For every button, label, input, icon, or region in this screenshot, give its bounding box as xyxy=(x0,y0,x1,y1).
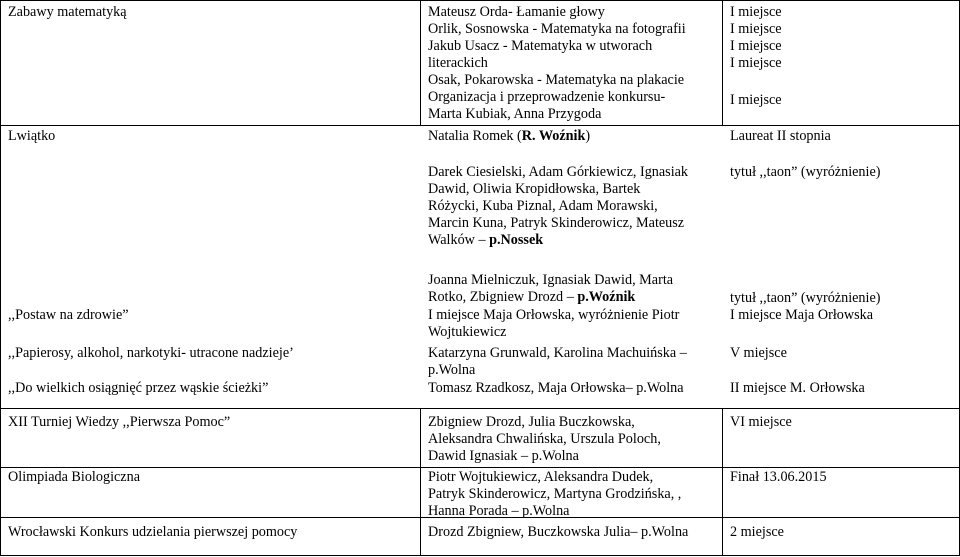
cell-participants: Zbigniew Drozd, Julia Buczkowska, xyxy=(428,414,635,430)
cell-participants xyxy=(428,232,543,249)
cell-participants: Dawid Ignasiak – p.Wolna xyxy=(428,448,579,464)
cell-participants: Różycki, Kuba Piznal, Adam Morawski, xyxy=(428,198,658,214)
table-border-left xyxy=(0,0,1,556)
cell-participants: Katarzyna Grunwald, Karolina Machuińska – xyxy=(428,345,687,361)
cell-participants: Hanna Porada – p.Wolna xyxy=(428,503,570,519)
cell-participants: Drozd Zbigniew, Buczkowska Julia– p.Wolna xyxy=(428,524,689,540)
cell-participants: Aleksandra Chwalińska, Urszula Poloch, xyxy=(428,431,661,447)
table-border-bottom xyxy=(0,555,960,556)
teacher-name: R. Woźnik xyxy=(521,128,586,144)
cell-event-name: Lwiątko xyxy=(8,128,56,144)
participants-text: ) xyxy=(585,128,591,144)
cell-participants xyxy=(428,128,590,145)
cell-result: Laureat II stopnia xyxy=(730,128,831,144)
cell-event-name: ,,Postaw na zdrowie” xyxy=(8,307,129,323)
table-border-top xyxy=(0,0,960,1)
cell-participants: Orlik, Sosnowska - Matematyka na fotografii xyxy=(428,21,686,37)
cell-event-name: ,,Do wielkich osiągnięć przez wąskie ścieżki” xyxy=(8,380,269,396)
row-divider xyxy=(0,467,960,468)
cell-participants: p.Wolna xyxy=(428,362,476,378)
cell-result: I miejsce Maja Orłowska xyxy=(730,307,874,323)
cell-participants: Darek Ciesielski, Adam Górkiewicz, Ignasiak xyxy=(428,164,689,180)
cell-participants: literackich xyxy=(428,55,488,71)
cell-event-name: Wrocławski Konkurs udzielania pierwszej pomocy xyxy=(8,524,298,540)
cell-participants: Jakub Usacz - Matematyka w utworach xyxy=(428,38,653,54)
cell-result: 2 miejsce xyxy=(730,524,784,540)
teacher-name: p.Woźnik xyxy=(577,289,636,305)
column-divider xyxy=(420,408,421,556)
column-divider xyxy=(420,0,421,125)
cell-participants: Tomasz Rzadkosz, Maja Orłowska– p.Wolna xyxy=(428,380,684,396)
cell-result: tytuł ,,taon” (wyróżnienie) xyxy=(730,290,881,306)
cell-result: I miejsce xyxy=(730,21,782,37)
cell-result: Finał 13.06.2015 xyxy=(730,469,827,485)
cell-result: VI miejsce xyxy=(730,414,792,430)
cell-event-name: ,,Papierosy, alkohol, narkotyki- utracone nadzieje’ xyxy=(8,345,294,361)
cell-result: I miejsce xyxy=(730,4,782,20)
column-divider xyxy=(722,0,723,125)
cell-result: tytuł ,,taon” (wyróżnienie) xyxy=(730,164,881,180)
participants-text: Rotko, Zbigniew Drozd – xyxy=(428,289,574,305)
cell-participants: Piotr Wojtukiewicz, Aleksandra Dudek, xyxy=(428,469,654,485)
cell-participants: Dawid, Oliwia Kropidłowska, Bartek xyxy=(428,181,641,197)
cell-participants: Osak, Pokarowska - Matematyka na plakacie xyxy=(428,72,685,88)
cell-participants xyxy=(428,289,635,306)
cell-participants: Marcin Kuna, Patryk Skinderowicz, Mateusz xyxy=(428,215,685,231)
cell-participants: Mateusz Orda- Łamanie głowy xyxy=(428,4,605,20)
cell-result: I miejsce xyxy=(730,55,782,71)
cell-result: V miejsce xyxy=(730,345,787,361)
row-divider xyxy=(0,408,960,409)
cell-event-name: XII Turniej Wiedzy ,,Pierwsza Pomoc” xyxy=(8,414,231,430)
teacher-name: p.Nossek xyxy=(489,232,544,248)
column-divider xyxy=(722,408,723,556)
cell-participants: Joanna Mielniczuk, Ignasiak Dawid, Marta xyxy=(428,272,674,288)
cell-result: I miejsce xyxy=(730,92,782,108)
cell-result: I miejsce xyxy=(730,38,782,54)
participants-text: Natalia Romek ( xyxy=(428,128,522,144)
row-divider xyxy=(0,125,960,126)
cell-participants: Marta Kubiak, Anna Przygoda xyxy=(428,106,602,122)
participants-text: Walków – xyxy=(428,232,486,248)
cell-participants: Patryk Skinderowicz, Martyna Grodzińska, , xyxy=(428,486,682,502)
cell-result: II miejsce M. Orłowska xyxy=(730,380,865,396)
cell-participants: Wojtukiewicz xyxy=(428,324,507,340)
cell-event-name: Zabawy matematyką xyxy=(8,4,127,20)
cell-event-name: Olimpiada Biologiczna xyxy=(8,469,140,485)
cell-participants: Organizacja i przeprowadzenie konkursu- xyxy=(428,89,666,105)
cell-participants: I miejsce Maja Orłowska, wyróżnienie Piotr xyxy=(428,307,680,323)
